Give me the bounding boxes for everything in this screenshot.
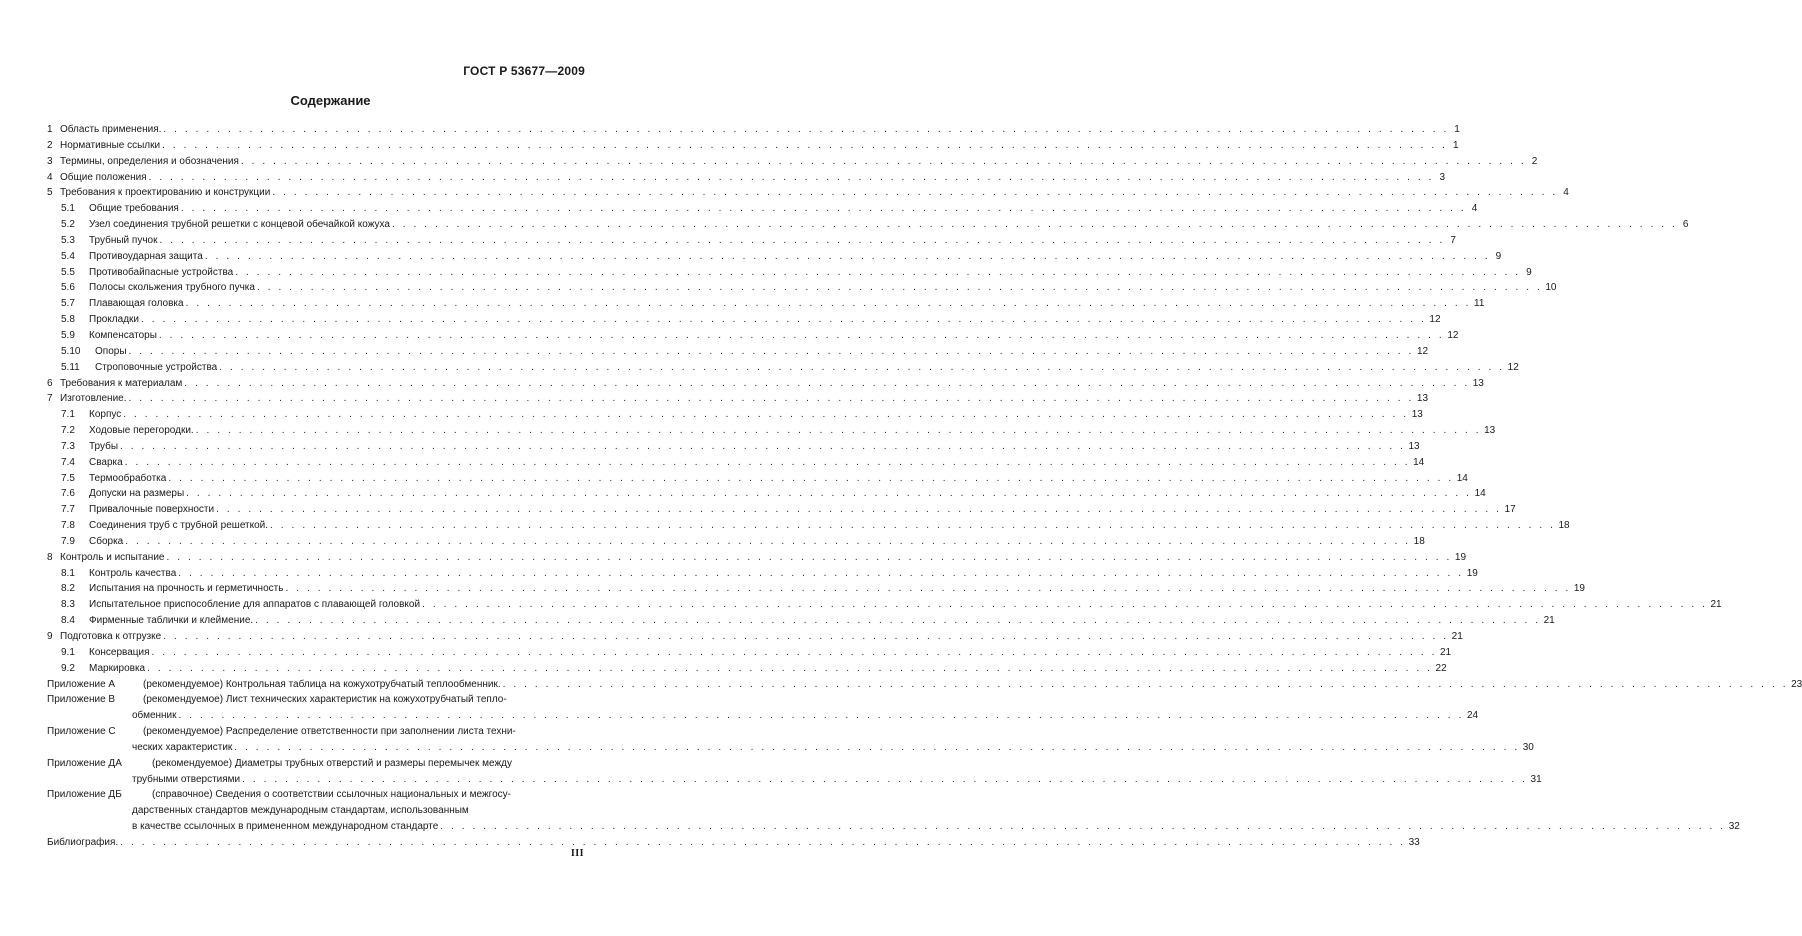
toc-entry: [47, 138, 1459, 154]
dot-leader: . . . . . . . . . . . . . . . . . . . . . . . . . . . . . . . . . . . . . . . . . . . . . . . . . . . . . . . . . . . . . . . . . . . . . . . . . . . . . . . . . . . . . . . . . . . . . . . . . . . . . . . . . . . . . . . . . . . . . . . .: [242, 773, 1528, 785]
dot-leader: . . . . . . . . . . . . . . . . . . . . . . . . . . . . . . . . . . . . . . . . . . . . . . . . . . . . . . . . . . . . . . . . . . . . . . . . . . . . . . . . . . . . . . . . . . . . . . . . . . . . . . . . . . . . . . . . . . . . . . . .: [178, 710, 1464, 722]
dot-leader: . . . . . . . . . . . . . . . . . . . . . . . . . . . . . . . . . . . . . . . . . . . . . . . . . . . . . . . . . . . . . . . . . . . . . . . . . . . . . . . . . . . . . . . . . . . . . . . . . . . . . . . . . . . . . . . . . . . . . . . .: [168, 472, 1454, 484]
toc-entry-number: 5.9: [61, 329, 75, 341]
toc-entry-number: 8.2: [61, 583, 75, 595]
toc-entry-page: 14: [1472, 486, 1483, 502]
toc-entry: [47, 677, 1802, 693]
toc-entry: [47, 502, 1516, 518]
toc-entry-number: 7.3: [61, 440, 75, 452]
toc-entry-page: 12: [1444, 328, 1455, 344]
toc-entry-number: 9.2: [61, 662, 75, 674]
dot-leader: . . . . . . . . . . . . . . . . . . . . . . . . . . . . . . . . . . . . . . . . . . . . . . . . . . . . . . . . . . . . . . . . . . . . . . . . . . . . . . . . . . . . . . . . . . . . . . . . . . . . . . . . . . . . . . . . . . . . . . . .: [240, 155, 1527, 167]
dot-leader: . . . . . . . . . . . . . . . . . . . . . . . . . . . . . . . . . . . . . . . . . . . . . . . . . . . . . . . . . . . . . . . . . . . . . . . . . . . . . . . . . . . . . . . . . . . . . . . . . . . . . . . . . . . . . . . . . . . . . . . .: [235, 266, 1521, 278]
dot-leader: . . . . . . . . . . . . . . . . . . . . . . . . . . . . . . . . . . . . . . . . . . . . . . . . . . . . . . . . . . . . . . . . . . . . . . . . . . . . . . . . . . . . . . . . . . . . . . . . . . . . . . . . . . . . . . . . . . . . . . . .: [219, 361, 1505, 373]
toc-entry-page: 13: [1470, 376, 1481, 392]
dot-leader: . . . . . . . . . . . . . . . . . . . . . . . . . . . . . . . . . . . . . . . . . . . . . . . . . . . . . . . . . . . . . . . . . . . . . . . . . . . . . . . . . . . . . . . . . . . . . . . . . . . . . . . . . . . . . . . . . . . . . . . .: [128, 345, 1414, 357]
dot-leader: . . . . . . . . . . . . . . . . . . . . . . . . . . . . . . . . . . . . . . . . . . . . . . . . . . . . . . . . . . . . . . . . . . . . . . . . . . . . . . . . . . . . . . . . . . . . . . . . . . . . . . . . . . . . . . . . . . . . . . . .: [255, 615, 1541, 627]
toc-entry-title: Противоударная защита: [89, 249, 205, 265]
toc-entry-number: 5.3: [61, 234, 75, 246]
page-number: III: [570, 848, 584, 859]
toc-entry: [47, 534, 1425, 550]
dot-leader: . . . . . . . . . . . . . . . . . . . . . . . . . . . . . . . . . . . . . . . . . . . . . . . . . . . . . . . . . . . . . . . . . . . . . . . . . . . . . . . . . . . . . . . . . . . . . . . . . . . . . . . . . . . . . . . . . . . . . . . .: [185, 298, 1471, 310]
toc-entry-title: Контроль и испытание: [60, 550, 166, 566]
dot-leader: . . . . . . . . . . . . . . . . . . . . . . . . . . . . . . . . . . . . . . . . . . . . . . . . . . . . . . . . . . . . . . . . . . . . . . . . . . . . . . . . . . . . . . . . . . . . . . . . . . . . . . . . . . . . . . . . . . . . . . . .: [234, 741, 1520, 753]
toc-entry-title: трубными отверстиями: [132, 772, 242, 788]
toc-entry-page: 11: [1471, 296, 1482, 312]
toc-entry-number: 7: [47, 393, 53, 405]
toc-entry-page: 4: [1558, 185, 1569, 201]
toc-entry: [47, 708, 1479, 724]
toc-entry-page: 13: [1481, 423, 1492, 439]
toc-entry-number: 7.2: [61, 425, 75, 437]
toc-entry-title: Сварка: [89, 455, 125, 471]
toc-entry: [47, 217, 1689, 233]
toc-entry: [47, 455, 1425, 471]
toc-entry-number: 7.5: [61, 472, 75, 484]
toc-entry-page: 12: [1505, 360, 1516, 376]
toc-entry: [47, 661, 1447, 677]
toc-entry-title: (справочное) Сведения о соответствии ссылочных национальных и межгосу-: [152, 789, 511, 801]
toc-entry-page: 32: [1726, 819, 1737, 835]
toc-entry: [47, 154, 1538, 170]
dot-leader: . . . . . . . . . . . . . . . . . . . . . . . . . . . . . . . . . . . . . . . . . . . . . . . . . . . . . . . . . . . . . . . . . . . . . . . . . . . . . . . . . . . . . . . . . . . . . . . . . . . . . . . . . . . . . . . . . . . . . . . .: [216, 504, 1502, 516]
toc-entry-page: 9: [1490, 249, 1501, 265]
toc-entry-page: 12: [1414, 344, 1425, 360]
toc-entry-title: Узел соединения трубной решетки с концевой обечайкой кожуха: [89, 217, 392, 233]
toc-entry-title: Соединения труб с трубной решеткой.: [89, 518, 270, 534]
toc-entry: [47, 344, 1429, 360]
toc-entry-number: 1: [47, 124, 53, 135]
toc-entry: [47, 312, 1441, 328]
toc-entry: [47, 787, 583, 803]
toc-entry-page: 14: [1454, 471, 1465, 487]
toc-entry-number: Приложение В: [47, 694, 116, 706]
toc-entry: [47, 122, 1460, 138]
toc-entry-number: Приложение ДБ: [47, 789, 122, 801]
toc-entry: [47, 597, 1722, 613]
toc-entry-number: 5.2: [61, 219, 75, 231]
toc-entry: [47, 835, 1420, 851]
toc-entry: [47, 803, 583, 819]
toc-entry-page: 18: [1411, 534, 1422, 550]
toc-entry-title: Фирменные таблички и клеймение.: [89, 613, 255, 629]
toc-entry: [47, 376, 1484, 392]
toc-entry-title: (рекомендуемое) Диаметры трубных отверстий и размеры перемычек между: [152, 757, 512, 769]
toc-entry-page: 13: [1414, 391, 1425, 407]
toc-entry-number: 7.4: [61, 456, 75, 468]
dot-leader: . . . . . . . . . . . . . . . . . . . . . . . . . . . . . . . . . . . . . . . . . . . . . . . . . . . . . . . . . . . . . . . . . . . . . . . . . . . . . . . . . . . . . . . . . . . . . . . . . . . . . . . . . . . . . . . . . . . . . . . .: [272, 187, 1558, 199]
toc-entry: [47, 265, 1532, 281]
toc-entry-title: обменник: [132, 708, 179, 724]
toc-entry-title: дарственных стандартов международным стандартам, использованным: [132, 805, 469, 817]
toc-entry-number: 9: [47, 631, 53, 642]
toc-entry-number: 5.4: [61, 250, 75, 262]
toc-entry: [47, 233, 1456, 249]
dot-leader: . . . . . . . . . . . . . . . . . . . . . . . . . . . . . . . . . . . . . . . . . . . . . . . . . . . . . . . . . . . . . . . . . . . . . . . . . . . . . . . . . . . . . . . . . . . . . . . . . . . . . . . . . . . . . . . . . . . . . . . .: [147, 662, 1433, 674]
toc-entry-title: Термообработка: [89, 471, 168, 487]
toc-entry-page: 33: [1406, 835, 1417, 851]
toc-entry: [47, 550, 1467, 566]
toc-entry-title: Опоры: [95, 344, 129, 360]
toc-entry: [47, 486, 1486, 502]
toc-entry: [47, 613, 1555, 629]
toc-entry-number: 5.7: [61, 298, 75, 310]
toc-entry: [47, 756, 583, 772]
toc-entry-number: Приложение С: [47, 726, 116, 738]
toc-entry: [47, 185, 1569, 201]
toc-entry-number: 3: [47, 155, 53, 167]
toc-entry: [47, 471, 1468, 487]
toc-entry-number: 7.1: [61, 409, 75, 421]
toc-entry-page: 19: [1571, 581, 1582, 597]
dot-leader: . . . . . . . . . . . . . . . . . . . . . . . . . . . . . . . . . . . . . . . . . . . . . . . . . . . . . . . . . . . . . . . . . . . . . . . . . . . . . . . . . . . . . . . . . . . . . . . . . . . . . . . . . . . . . . . . . . . . . . . .: [163, 124, 1449, 135]
toc-entry-title: Требования к проектированию и конструкции: [60, 185, 272, 201]
toc-entry-page: 12: [1426, 312, 1437, 328]
toc-entry-page: 1: [1449, 122, 1460, 138]
toc-entry-title: Противобайпасные устройства: [89, 265, 235, 281]
toc-entry-page: 19: [1464, 566, 1475, 582]
toc-entry-title: Трубы: [89, 439, 120, 455]
dot-leader: . . . . . . . . . . . . . . . . . . . . . . . . . . . . . . . . . . . . . . . . . . . . . . . . . . . . . . . . . . . . . . . . . . . . . . . . . . . . . . . . . . . . . . . . . . . . . . . . . . . . . . . . . . . . . . . . . . . . . . . .: [391, 219, 1678, 231]
toc-entry-page: 24: [1464, 708, 1475, 724]
toc-entry: [47, 740, 1534, 756]
toc-entry-page: 3: [1434, 170, 1445, 186]
toc-entry-title: Ходовые перегородки.: [89, 423, 196, 439]
toc-entry-title: Область применения.: [60, 122, 163, 138]
toc-entry: [47, 296, 1485, 312]
toc-entry-page: 17: [1502, 502, 1513, 518]
toc-entry-page: 19: [1452, 550, 1463, 566]
toc-entry-number: 7.8: [61, 520, 75, 532]
dot-leader: . . . . . . . . . . . . . . . . . . . . . . . . . . . . . . . . . . . . . . . . . . . . . . . . . . . . . . . . . . . . . . . . . . . . . . . . . . . . . . . . . . . . . . . . . . . . . . . . . . . . . . . . . . . . . . . . . . . . . . . .: [422, 599, 1708, 611]
toc-entry-page: 22: [1433, 661, 1444, 677]
toc-entry-number: 8.1: [61, 567, 75, 579]
toc-entry-title: Трубный пучок: [89, 233, 159, 249]
toc-entry-page: 6: [1677, 217, 1688, 233]
toc-entry-page: 7: [1445, 233, 1456, 249]
toc-entry: [47, 280, 1557, 296]
dot-leader: . . . . . . . . . . . . . . . . . . . . . . . . . . . . . . . . . . . . . . . . . . . . . . . . . . . . . . . . . . . . . . . . . . . . . . . . . . . . . . . . . . . . . . . . . . . . . . . . . . . . . . . . . . . . . . . . . . . . . . . .: [120, 836, 1406, 848]
toc-entry-title: в качестве ссылочных в примененном международном стандарте: [132, 819, 440, 835]
toc-entry: [47, 724, 583, 740]
toc-entry: [47, 566, 1478, 582]
toc-entry-number: 5.10: [61, 345, 81, 357]
toc-entry-number: 9.1: [61, 646, 75, 658]
toc-entry-number: Приложение ДА: [47, 757, 122, 769]
toc-entry-title: Сборка: [89, 534, 125, 550]
toc-entry-number: 2: [47, 139, 53, 151]
dot-leader: . . . . . . . . . . . . . . . . . . . . . . . . . . . . . . . . . . . . . . . . . . . . . . . . . . . . . . . . . . . . . . . . . . . . . . . . . . . . . . . . . . . . . . . . . . . . . . . . . . . . . . . . . . . . . . . . . . . . . . . .: [123, 409, 1409, 421]
toc-entry-number: 7.6: [61, 488, 75, 500]
toc-entry: [47, 645, 1452, 661]
toc-entry-title: Общие положения: [60, 170, 149, 186]
dot-leader: . . . . . . . . . . . . . . . . . . . . . . . . . . . . . . . . . . . . . . . . . . . . . . . . . . . . . . . . . . . . . . . . . . . . . . . . . . . . . . . . . . . . . . . . . . . . . . . . . . . . . . . . . . . . . . . . . . . . . . . .: [270, 520, 1556, 532]
toc-entry-title: ческих характеристик: [132, 740, 234, 756]
toc-entry-page: 21: [1437, 645, 1448, 661]
toc-entry-title: Общие требования: [89, 201, 181, 217]
toc-entry: [47, 201, 1478, 217]
toc-entry-number: 5.8: [61, 314, 75, 326]
toc-entry: [47, 391, 1429, 407]
dot-leader: . . . . . . . . . . . . . . . . . . . . . . . . . . . . . . . . . . . . . . . . . . . . . . . . . . . . . . . . . . . . . . . . . . . . . . . . . . . . . . . . . . . . . . . . . . . . . . . . . . . . . . . . . . . . . . . . . . . . . . . .: [204, 250, 1491, 262]
standard-designation: ГОСТ Р 53677—2009: [463, 64, 585, 78]
toc-entry-page: 21: [1449, 629, 1460, 645]
dot-leader: . . . . . . . . . . . . . . . . . . . . . . . . . . . . . . . . . . . . . . . . . . . . . . . . . . . . . . . . . . . . . . . . . . . . . . . . . . . . . . . . . . . . . . . . . . . . . . . . . . . . . . . . . . . . . . . . . . . . . . . .: [125, 535, 1411, 547]
dot-leader: . . . . . . . . . . . . . . . . . . . . . . . . . . . . . . . . . . . . . . . . . . . . . . . . . . . . . . . . . . . . . . . . . . . . . . . . . . . . . . . . . . . . . . . . . . . . . . . . . . . . . . . . . . . . . . . . . . . . . . . .: [184, 377, 1470, 389]
toc-entry-number: Приложение А: [47, 678, 116, 690]
toc-entry-title: Строповочные устройства: [95, 360, 219, 376]
toc-entry-number: 8.4: [61, 615, 75, 627]
dot-leader: . . . . . . . . . . . . . . . . . . . . . . . . . . . . . . . . . . . . . . . . . . . . . . . . . . . . . . . . . . . . . . . . . . . . . . . . . . . . . . . . . . . . . . . . . . . . . . . . . . . . . . . . . . . . . . . . . . . . . . . .: [158, 329, 1445, 341]
toc-entry: [47, 629, 1463, 645]
toc-entry-title: Прокладки: [89, 312, 141, 328]
dot-leader: . . . . . . . . . . . . . . . . . . . . . . . . . . . . . . . . . . . . . . . . . . . . . . . . . . . . . . . . . . . . . . . . . . . . . . . . . . . . . . . . . . . . . . . . . . . . . . . . . . . . . . . . . . . . . . . . . . . . . . . .: [285, 583, 1571, 595]
dot-leader: . . . . . . . . . . . . . . . . . . . . . . . . . . . . . . . . . . . . . . . . . . . . . . . . . . . . . . . . . . . . . . . . . . . . . . . . . . . . . . . . . . . . . . . . . . . . . . . . . . . . . . . . . . . . . . . . . . . . . . . .: [166, 551, 1452, 563]
toc-entry-page: 30: [1520, 740, 1531, 756]
toc-entry-title: Испытания на прочность и герметичность: [89, 581, 285, 597]
toc-entry-title: Нормативные ссылки: [60, 138, 162, 154]
toc-entry-title: (рекомендуемое) Лист технических характеристик на кожухотрубчатый тепло-: [143, 694, 507, 706]
dot-leader: . . . . . . . . . . . . . . . . . . . . . . . . . . . . . . . . . . . . . . . . . . . . . . . . . . . . . . . . . . . . . . . . . . . . . . . . . . . . . . . . . . . . . . . . . . . . . . . . . . . . . . . . . . . . . . . . . . . . . . . .: [148, 171, 1435, 183]
toc-entry: [47, 249, 1502, 265]
toc-entry: [47, 581, 1585, 597]
dot-leader: . . . . . . . . . . . . . . . . . . . . . . . . . . . . . . . . . . . . . . . . . . . . . . . . . . . . . . . . . . . . . . . . . . . . . . . . . . . . . . . . . . . . . . . . . . . . . . . . . . . . . . . . . . . . . . . . . . . . . . . .: [162, 139, 1448, 151]
toc-entry-page: 21: [1707, 597, 1718, 613]
toc-entry: [47, 819, 1740, 835]
toc-entry: [47, 518, 1570, 534]
dot-leader: . . . . . . . . . . . . . . . . . . . . . . . . . . . . . . . . . . . . . . . . . . . . . . . . . . . . . . . . . . . . . . . . . . . . . . . . . . . . . . . . . . . . . . . . . . . . . . . . . . . . . . . . . . . . . . . . . . . . . . . .: [186, 488, 1472, 500]
toc-entry: [47, 407, 1423, 423]
toc-entry-title: Допуски на размеры: [89, 486, 186, 502]
toc-entry: [47, 692, 583, 708]
toc-entry-page: 31: [1528, 772, 1539, 788]
toc-entry: [47, 328, 1459, 344]
dot-leader: . . . . . . . . . . . . . . . . . . . . . . . . . . . . . . . . . . . . . . . . . . . . . . . . . . . . . . . . . . . . . . . . . . . . . . . . . . . . . . . . . . . . . . . . . . . . . . . . . . . . . . . . . . . . . . . . . . . . . . . .: [195, 425, 1482, 437]
toc-entry: [47, 360, 1519, 376]
toc-entry-title: Маркировка: [89, 661, 147, 677]
dot-leader: . . . . . . . . . . . . . . . . . . . . . . . . . . . . . . . . . . . . . . . . . . . . . . . . . . . . . . . . . . . . . . . . . . . . . . . . . . . . . . . . . . . . . . . . . . . . . . . . . . . . . . . . . . . . . . . . . . . . . . . .: [124, 456, 1411, 468]
toc-entry-number: 8.3: [61, 599, 75, 611]
dot-leader: . . . . . . . . . . . . . . . . . . . . . . . . . . . . . . . . . . . . . . . . . . . . . . . . . . . . . . . . . . . . . . . . . . . . . . . . . . . . . . . . . . . . . . . . . . . . . . . . . . . . . . . . . . . . . . . . . . . . . . . .: [180, 203, 1467, 215]
toc-entry-page: 21: [1541, 613, 1552, 629]
toc-entry-title: (рекомендуемое) Распределение ответственности при заполнении листа техни-: [143, 726, 516, 738]
toc-entry-title: Контроль качества: [89, 566, 178, 582]
toc-entry-title: Подготовка к отгрузке: [60, 629, 163, 645]
toc-entry-title: Плавающая головка: [89, 296, 186, 312]
toc-entry: [47, 170, 1446, 186]
toc-entry-number: 5.6: [61, 282, 75, 294]
toc-entry: [47, 439, 1420, 455]
table-of-contents: [47, 122, 1802, 851]
toc-entry-number: 7.7: [61, 504, 75, 516]
toc-entry-number: 4: [47, 171, 53, 183]
toc-entry-page: 1: [1448, 138, 1459, 154]
dot-leader: . . . . . . . . . . . . . . . . . . . . . . . . . . . . . . . . . . . . . . . . . . . . . . . . . . . . . . . . . . . . . . . . . . . . . . . . . . . . . . . . . . . . . . . . . . . . . . . . . . . . . . . . . . . . . . . . . . . . . . . .: [141, 314, 1427, 326]
dot-leader: . . . . . . . . . . . . . . . . . . . . . . . . . . . . . . . . . . . . . . . . . . . . . . . . . . . . . . . . . . . . . . . . . . . . . . . . . . . . . . . . . . . . . . . . . . . . . . . . . . . . . . . . . . . . . . . . . . . . . . . .: [120, 440, 1406, 452]
toc-entry-page: 13: [1405, 439, 1416, 455]
toc-entry-number: 5.1: [61, 203, 75, 215]
dot-leader: . . . . . . . . . . . . . . . . . . . . . . . . . . . . . . . . . . . . . . . . . . . . . . . . . . . . . . . . . . . . . . . . . . . . . . . . . . . . . . . . . . . . . . . . . . . . . . . . . . . . . . . . . . . . . . . . . . . . . . . .: [159, 234, 1445, 246]
toc-entry-title: Испытательное приспособление для аппаратов с плавающей головкой: [89, 597, 422, 613]
toc-entry-page: 2: [1526, 154, 1537, 170]
toc-entry-page: 18: [1555, 518, 1566, 534]
toc-entry-page: 14: [1410, 455, 1421, 471]
dot-leader: . . . . . . . . . . . . . . . . . . . . . . . . . . . . . . . . . . . . . . . . . . . . . . . . . . . . . . . . . . . . . . . . . . . . . . . . . . . . . . . . . . . . . . . . . . . . . . . . . . . . . . . . . . . . . . . . . . . . . . . .: [256, 282, 1543, 294]
toc-entry-title: Термины, определения и обозначения: [60, 154, 241, 170]
dot-leader: . . . . . . . . . . . . . . . . . . . . . . . . . . . . . . . . . . . . . . . . . . . . . . . . . . . . . . . . . . . . . . . . . . . . . . . . . . . . . . . . . . . . . . . . . . . . . . . . . . . . . . . . . . . . . . . . . . . . . . . .: [128, 393, 1414, 405]
toc-entry-number: 5.5: [61, 266, 75, 278]
toc-entry-number: 5: [47, 187, 53, 199]
toc-entry-number: 5.11: [61, 361, 80, 373]
toc-entry-title: Полосы скольжения трубного пучка: [89, 280, 257, 296]
dot-leader: . . . . . . . . . . . . . . . . . . . . . . . . . . . . . . . . . . . . . . . . . . . . . . . . . . . . . . . . . . . . . . . . . . . . . . . . . . . . . . . . . . . . . . . . . . . . . . . . . . . . . . . . . . . . . . . . . . . . . . . .: [178, 567, 1464, 579]
dot-leader: . . . . . . . . . . . . . . . . . . . . . . . . . . . . . . . . . . . . . . . . . . . . . . . . . . . . . . . . . . . . . . . . . . . . . . . . . . . . . . . . . . . . . . . . . . . . . . . . . . . . . . . . . . . . . . . . . . . . . . . .: [440, 821, 1726, 833]
toc-entry-number: 6: [47, 377, 53, 389]
toc-entry: [47, 423, 1496, 439]
toc-entry-title: Привалочные поверхности: [89, 502, 216, 518]
toc-entry-page: 10: [1542, 280, 1553, 296]
toc-entry-title: Библиография.: [47, 835, 120, 851]
toc-entry: [47, 772, 1542, 788]
toc-entry-title: Требования к материалам: [60, 376, 184, 392]
toc-entry-number: 7.9: [61, 535, 75, 547]
toc-entry-title: Консервация: [89, 645, 152, 661]
dot-leader: . . . . . . . . . . . . . . . . . . . . . . . . . . . . . . . . . . . . . . . . . . . . . . . . . . . . . . . . . . . . . . . . . . . . . . . . . . . . . . . . . . . . . . . . . . . . . . . . . . . . . . . . . . . . . . . . . . . . . . . .: [163, 631, 1449, 642]
toc-entry-page: 9: [1521, 265, 1532, 281]
toc-entry-title: Компенсаторы: [89, 328, 159, 344]
toc-entry-number: 8: [47, 551, 53, 563]
toc-entry-title: Корпус: [89, 407, 123, 423]
toc-entry-title: (рекомендуемое) Контрольная таблица на кожухотрубчатый теплообменник.: [143, 677, 503, 693]
dot-leader: . . . . . . . . . . . . . . . . . . . . . . . . . . . . . . . . . . . . . . . . . . . . . . . . . . . . . . . . . . . . . . . . . . . . . . . . . . . . . . . . . . . . . . . . . . . . . . . . . . . . . . . . . . . . . . . . . . . . . . . .: [151, 646, 1437, 658]
toc-entry-page: 23: [1788, 677, 1799, 693]
page-title: Содержание: [290, 93, 371, 108]
toc-entry-title: Изготовление.: [60, 391, 129, 407]
toc-entry-page: 4: [1466, 201, 1477, 217]
dot-leader: . . . . . . . . . . . . . . . . . . . . . . . . . . . . . . . . . . . . . . . . . . . . . . . . . . . . . . . . . . . . . . . . . . . . . . . . . . . . . . . . . . . . . . . . . . . . . . . . . . . . . . . . . . . . . . . . . . . . . . . .: [502, 678, 1789, 690]
toc-entry-page: 13: [1409, 407, 1420, 423]
